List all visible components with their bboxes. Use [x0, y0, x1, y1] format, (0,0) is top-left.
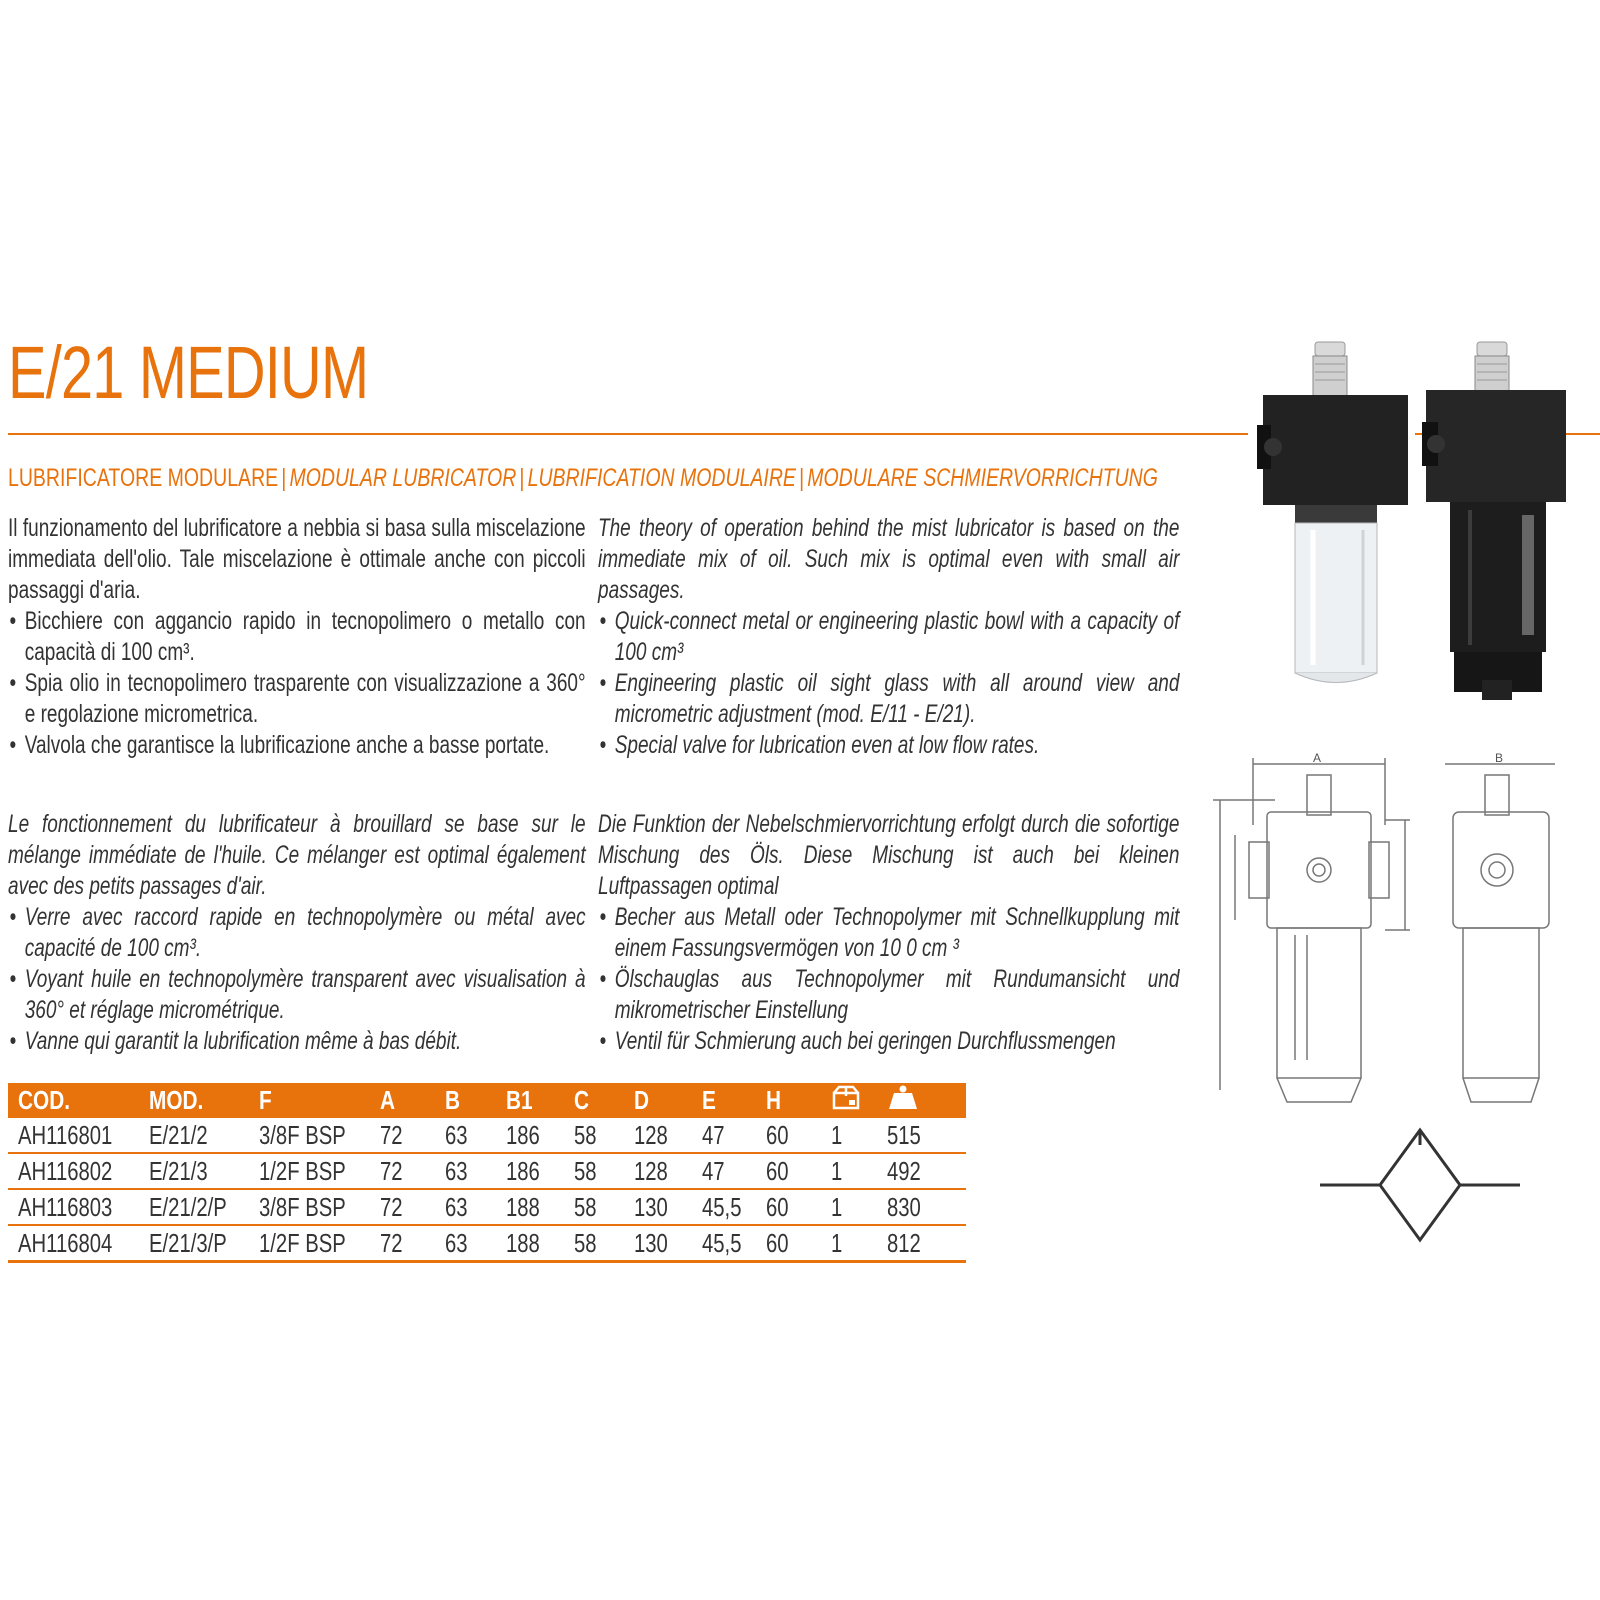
title-divider	[8, 433, 1248, 435]
lubricator-transparent-bowl-image	[1255, 340, 1415, 700]
feature-item: • Quick-connect metal or engineering plastic bowl with a capacity of 100 cm³	[598, 606, 1179, 668]
table-cell: 72	[370, 1153, 435, 1189]
table-cell: 186	[496, 1118, 563, 1153]
table-cell: 58	[564, 1153, 625, 1189]
column-header: C	[564, 1083, 625, 1118]
description-german	[598, 809, 1179, 1057]
table-cell: 45,5	[692, 1225, 756, 1262]
table-cell: 63	[435, 1189, 496, 1225]
table-cell: 60	[756, 1225, 821, 1262]
table-cell: 830	[877, 1189, 966, 1225]
table-cell: 128	[624, 1118, 691, 1153]
subtitle-separator: |	[799, 464, 805, 492]
dimension-label-b: B	[1495, 751, 1504, 765]
table-cell: 188	[496, 1189, 563, 1225]
table-cell: 3/8F BSP	[249, 1118, 370, 1153]
table-cell: 72	[370, 1118, 435, 1153]
table-cell: 1/2F BSP	[249, 1225, 370, 1262]
subtitle-separator: |	[281, 464, 287, 492]
subtitle-separator: |	[519, 464, 525, 492]
description-intro: Le fonctionnement du lubrificateur à brouillard se base sur le mélange immédiate de l'huile. Ce mélanger est optimal également avec des petits passages d'air.	[8, 810, 586, 900]
table-cell: AH116801	[8, 1118, 139, 1153]
feature-item: • Ölschauglas aus Technopolymer mit Rundumansicht und mikrometrischer Einstellung	[598, 964, 1179, 1026]
product-title: E/21 MEDIUM	[8, 331, 369, 414]
table-cell: 188	[496, 1225, 563, 1262]
table-cell: 3/8F BSP	[249, 1189, 370, 1225]
feature-item: • Verre avec raccord rapide en technopolymère ou métal avec capacité de 100 cm³.	[8, 902, 586, 964]
table-cell: 72	[370, 1189, 435, 1225]
feature-item: • Valvola che garantisce la lubrificazione anche a basse portate.	[8, 730, 586, 761]
feature-item: • Bicchiere con aggancio rapido in tecnopolimero o metallo con capacità di 100 cm³.	[8, 606, 586, 668]
subtitle-it: LUBRIFICATORE MODULARE	[8, 464, 279, 492]
table-row	[8, 1225, 966, 1262]
table-cell: 63	[435, 1153, 496, 1189]
subtitle-en: MODULAR LUBRICATOR	[289, 464, 517, 492]
package-icon	[821, 1083, 876, 1118]
technical-drawing	[1195, 750, 1600, 1120]
column-header: D	[624, 1083, 691, 1118]
description-intro: The theory of operation behind the mist lubricator is based on the immediate mix of oil. Such mix is optimal even with small air passages.	[598, 514, 1180, 604]
table-cell: 1	[821, 1225, 876, 1262]
table-cell: AH116804	[8, 1225, 139, 1262]
table-cell: 63	[435, 1118, 496, 1153]
table-cell: 1/2F BSP	[249, 1153, 370, 1189]
table-cell: 128	[624, 1153, 691, 1189]
table-cell: 186	[496, 1153, 563, 1189]
lubricator-symbol-icon	[1320, 1125, 1520, 1245]
table-row	[8, 1118, 966, 1153]
subtitle-de: MODULARE SCHMIERVORRICHTUNG	[807, 464, 1158, 492]
column-header: A	[370, 1083, 435, 1118]
dimension-label-a: A	[1313, 751, 1322, 765]
table-cell: E/21/3/P	[139, 1225, 249, 1262]
table-cell: 515	[877, 1118, 966, 1153]
table-row	[8, 1153, 966, 1189]
feature-item: • Vanne qui garantit la lubrification même à bas débit.	[8, 1026, 586, 1057]
description-intro: Il funzionamento del lubrificatore a nebbia si basa sulla miscelazione immediata dell'olio. Tale miscelazione è ottimale anche con piccoli passaggi d'aria.	[8, 514, 586, 604]
table-cell: 58	[564, 1225, 625, 1262]
table-cell: 812	[877, 1225, 966, 1262]
column-header: MOD.	[139, 1083, 249, 1118]
table-cell: 130	[624, 1189, 691, 1225]
weight-icon	[877, 1083, 966, 1118]
column-header: F	[249, 1083, 370, 1118]
table-cell: E/21/2/P	[139, 1189, 249, 1225]
table-cell: E/21/2	[139, 1118, 249, 1153]
feature-item: • Engineering plastic oil sight glass with all around view and micrometric adjustment (mod. E/11 - E/21).	[598, 668, 1179, 730]
column-header: B	[435, 1083, 496, 1118]
feature-item: • Spia olio in tecnopolimero trasparente con visualizzazione a 360° e regolazione micrometrica.	[8, 668, 586, 730]
feature-list	[598, 902, 1179, 1057]
table-cell: AH116803	[8, 1189, 139, 1225]
description-french	[8, 809, 586, 1057]
table-cell: 60	[756, 1153, 821, 1189]
table-cell: 1	[821, 1153, 876, 1189]
table-cell: E/21/3	[139, 1153, 249, 1189]
table-cell: 492	[877, 1153, 966, 1189]
feature-item: • Voyant huile en technopolymère transparent avec visualisation à 360° et réglage micrométrique.	[8, 964, 586, 1026]
feature-item: • Special valve for lubrication even at low flow rates.	[598, 730, 1179, 761]
table-cell: 1	[821, 1189, 876, 1225]
table-cell: 130	[624, 1225, 691, 1262]
table-cell: 47	[692, 1118, 756, 1153]
table-cell: 72	[370, 1225, 435, 1262]
table-cell: 45,5	[692, 1189, 756, 1225]
description-intro: Die Funktion der Nebelschmiervorrichtung erfolgt durch die sofortige Mischung des Öls. Diese Mischung ist auch bei kleinen Luftpassagen optimal	[598, 810, 1180, 900]
table-row	[8, 1189, 966, 1225]
table-header-row	[8, 1083, 966, 1118]
table-cell: AH116802	[8, 1153, 139, 1189]
table-cell: 60	[756, 1189, 821, 1225]
specification-table	[8, 1083, 966, 1263]
column-header: B1	[496, 1083, 563, 1118]
description-italian	[8, 513, 586, 761]
product-subtitle	[8, 464, 1158, 493]
subtitle-fr: LUBRIFICATION MODULAIRE	[527, 464, 796, 492]
feature-item: • Becher aus Metall oder Technopolymer mit Schnellkupplung mit einem Fassungsvermögen von 10 0 cm ³	[598, 902, 1179, 964]
table-cell: 47	[692, 1153, 756, 1189]
table-cell: 1	[821, 1118, 876, 1153]
feature-list	[598, 606, 1179, 761]
feature-list	[8, 606, 586, 761]
table-cell: 58	[564, 1189, 625, 1225]
description-english	[598, 513, 1179, 761]
column-header: COD.	[8, 1083, 139, 1118]
table-cell: 63	[435, 1225, 496, 1262]
column-header: E	[692, 1083, 756, 1118]
lubricator-metal-bowl-image	[1422, 340, 1597, 710]
table-cell: 58	[564, 1118, 625, 1153]
feature-list	[8, 902, 586, 1057]
column-header: H	[756, 1083, 821, 1118]
feature-item: • Ventil für Schmierung auch bei geringen Durchflussmengen	[598, 1026, 1179, 1057]
table-cell: 60	[756, 1118, 821, 1153]
